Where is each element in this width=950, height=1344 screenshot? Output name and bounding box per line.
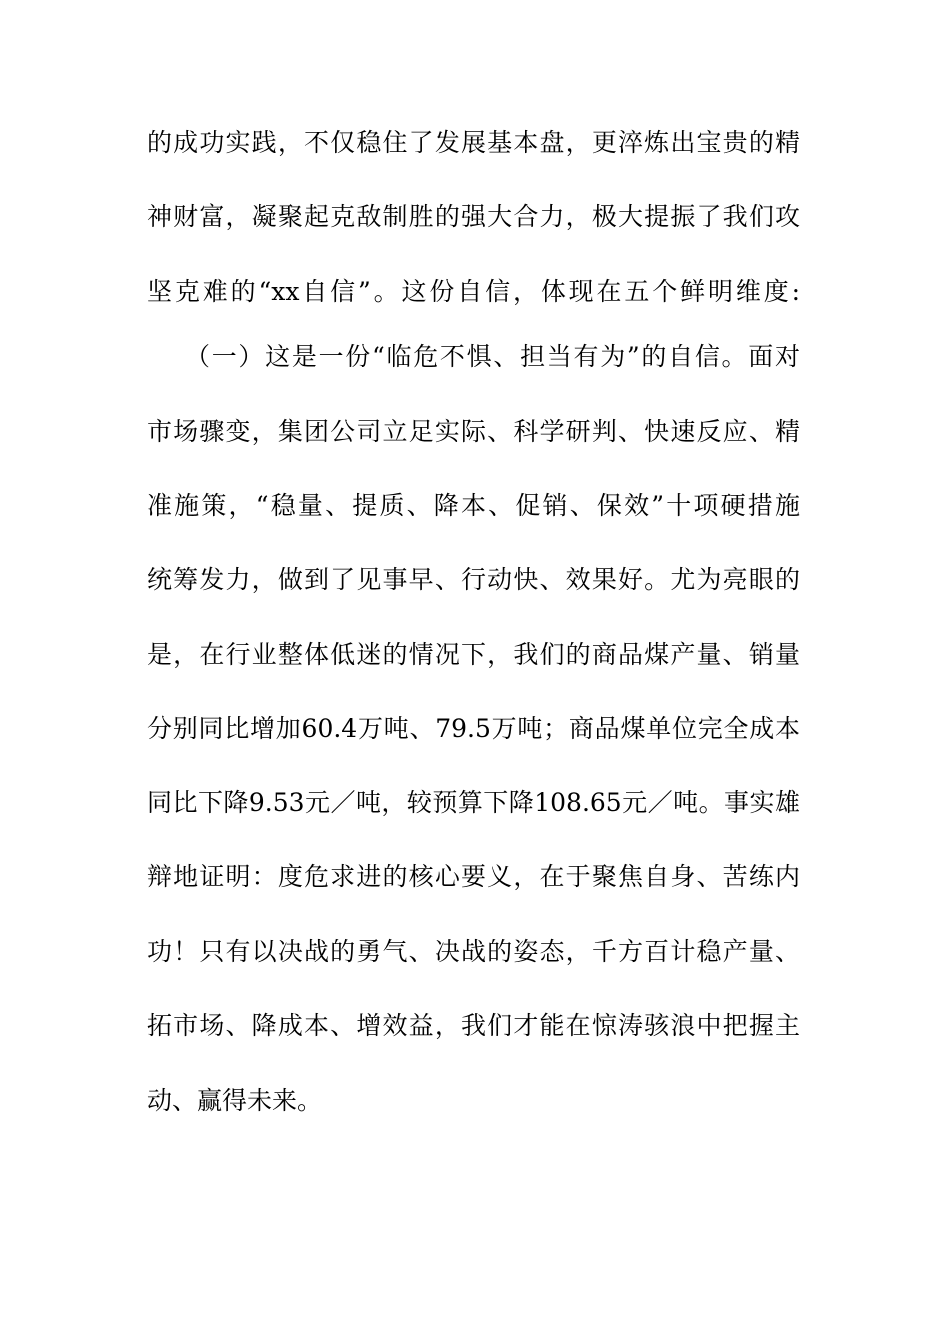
text-line: 分别同比增加60.4万吨、79.5万吨；商品煤单位完全成本 <box>147 714 800 743</box>
text-line: 市场骤变，集团公司立足实际、科学研判、快速反应、精 <box>147 417 800 446</box>
text-line: 坚克难的“xx自信”。这份自信，体现在五个鲜明维度: <box>147 277 800 306</box>
text-line: 准施策，“稳量、提质、降本、促销、保效”十项硬措施 <box>147 491 800 520</box>
text-line: 是，在行业整体低迷的情况下，我们的商品煤产量、销量 <box>147 640 800 669</box>
text-line: 同比下降9.53元／吨，较预算下降108.65元／吨。事实雄 <box>147 788 800 817</box>
paragraph-heading-line: （一）这是一份“临危不惧、担当有为”的自信。面对 <box>185 342 800 371</box>
text-line: 辩地证明：度危求进的核心要义，在于聚焦自身、苦练内 <box>147 862 800 891</box>
text-line: 拓市场、降成本、增效益，我们才能在惊涛骇浪中把握主 <box>147 1011 800 1040</box>
text-line: 神财富，凝聚起克敌制胜的强大合力，极大提振了我们攻 <box>147 202 800 231</box>
text-line: 统筹发力，做到了见事早、行动快、效果好。尤为亮眼的 <box>147 565 800 594</box>
text-line: 的成功实践，不仅稳住了发展基本盘，更淬炼出宝贵的精 <box>147 128 800 157</box>
text-line: 动、赢得未来。 <box>147 1086 323 1115</box>
text-line: 功！只有以决战的勇气、决战的姿态，千方百计稳产量、 <box>147 937 800 966</box>
